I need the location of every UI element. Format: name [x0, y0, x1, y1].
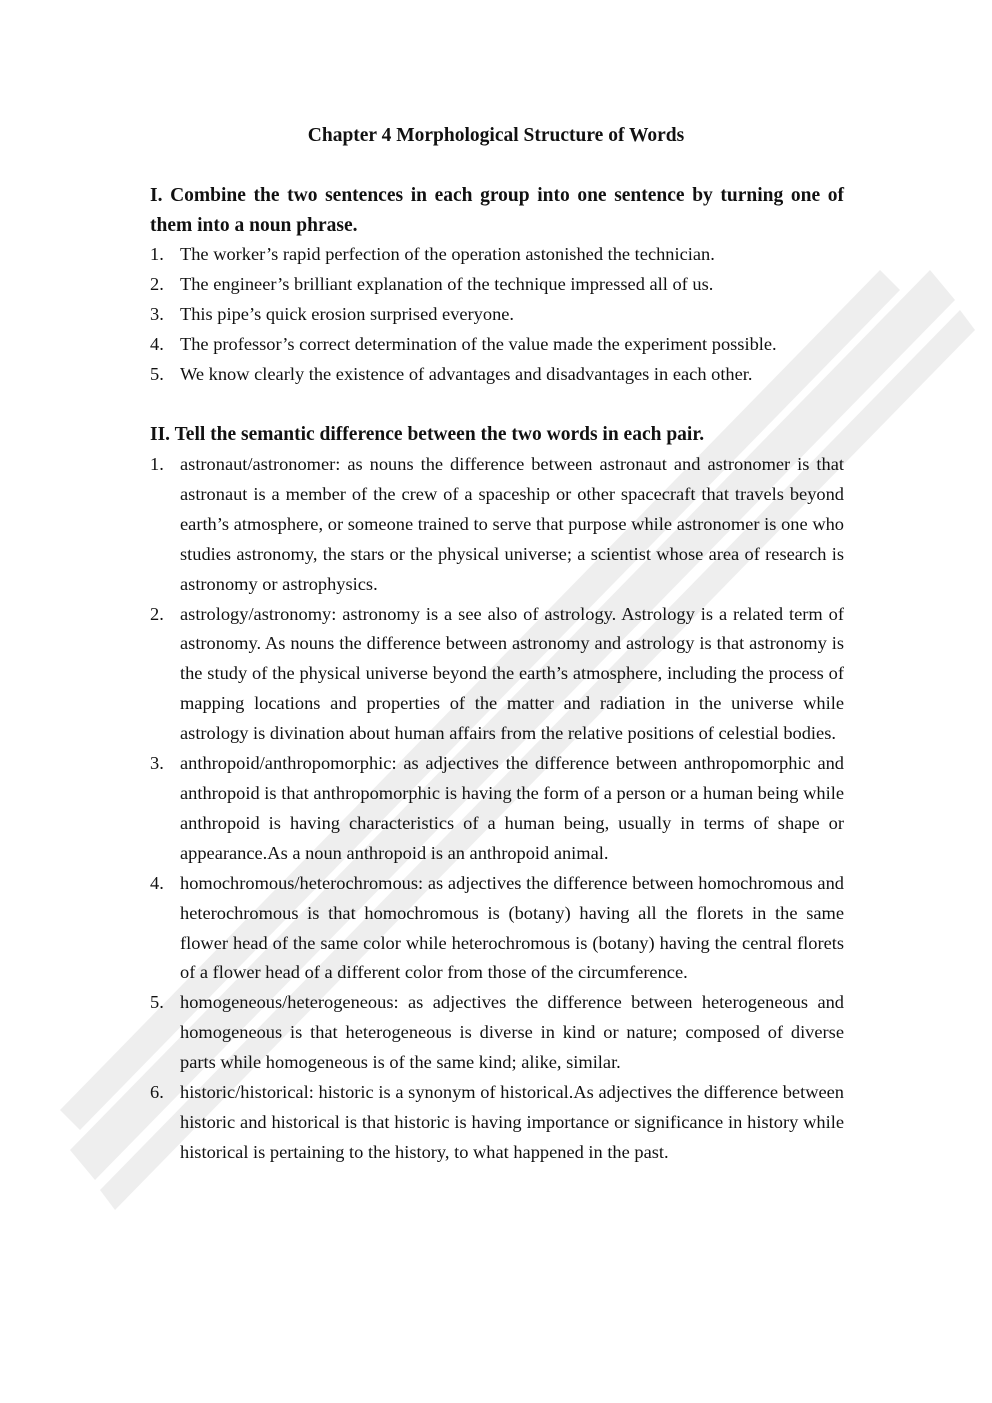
item-text: historic/historical: historic is a synonym of historical.As adjectives the difference between historic and historical is that historic is having importance or significance in history while historical is pertaining to the history, to what happened in the past. [180, 1082, 844, 1162]
item-text: The professor’s correct determination of the value made the experiment possible. [180, 333, 777, 354]
item-number: 5. [150, 363, 164, 384]
item-number: 3. [150, 753, 164, 774]
list-item [150, 300, 844, 330]
item-number: 2. [150, 603, 164, 624]
section-1-list [150, 240, 844, 390]
section-2-list [150, 450, 844, 1168]
item-number: 1. [150, 454, 164, 474]
item-text: We know clearly the existence of advantages and disadvantages in each other. [180, 363, 753, 384]
section-1-heading: I. Combine the two sentences in each group into one sentence by turning one of them into a noun phrase. [150, 185, 844, 236]
list-item [150, 869, 844, 989]
item-text: homogeneous/heterogeneous: as adjectives the difference between heterogeneous and homogeneous is that heterogeneous is diverse in kind or nature; composed of diverse parts while homogeneous is of the same kind; alike, similar. [180, 992, 844, 1073]
section-2-heading: II. Tell the semantic difference between the two words in each pair. [150, 424, 705, 445]
item-text: astronaut/astronomer: as nouns the difference between astronaut and astronomer is that astronaut is a member of the crew of a spaceship or other spacecraft that travels beyond earth’s atmosphere, or someone trained to serve that purpose while astronomer is one who studies astronomy, the stars or the physical universe; a scientist whose area of research is astronomy or astrophysics. [180, 454, 844, 594]
list-item [150, 749, 844, 869]
item-text: homochromous/heterochromous: as adjectives the difference between homochromous and heterochromous is that homochromous is (botany) having all the florets in the same flower head of the same color while heterochromous is (botany) having the central florets of a flower head of a different color from those of the circumference. [180, 872, 844, 983]
item-number: 4. [150, 333, 164, 354]
item-number: 2. [150, 273, 164, 294]
item-number: 6. [150, 1082, 164, 1103]
list-item [150, 330, 844, 360]
chapter-title: Chapter 4 Morphological Structure of Words [307, 125, 685, 146]
item-text: The worker’s rapid perfection of the operation astonished the technician. [180, 244, 715, 264]
item-number: 3. [150, 303, 164, 324]
item-text: anthropoid/anthropomorphic: as adjectives the difference between anthropomorphic and anthropoid is that anthropomorphic is having the form of a person or a human being while anthropoid is having characteristics of a human being, usually in terms of shape or appearance.As a noun anthropoid is an anthropoid animal. [180, 753, 844, 863]
item-number: 1. [150, 244, 164, 264]
list-item [150, 270, 844, 300]
list-item [150, 1078, 844, 1168]
list-item [150, 988, 844, 1078]
list-item [150, 600, 844, 750]
item-text: astrology/astronomy: astronomy is a see also of astrology. Astrology is a related term of astronomy. As nouns the difference between astronomy and astrology is that astronomy is the study of the physical universe beyond the earth’s atmosphere, including the process of mapping locations and properties of the matter and radiation in the universe while astrology is divination about human affairs from the relative positions of celestial bodies. [180, 603, 844, 744]
list-item [150, 240, 844, 270]
item-text: This pipe’s quick erosion surprised everyone. [180, 303, 515, 324]
list-item [150, 450, 844, 600]
item-number: 4. [150, 872, 164, 893]
item-number: 5. [150, 992, 164, 1013]
list-item [150, 360, 844, 390]
item-text: The engineer’s brilliant explanation of the technique impressed all of us. [180, 273, 714, 294]
